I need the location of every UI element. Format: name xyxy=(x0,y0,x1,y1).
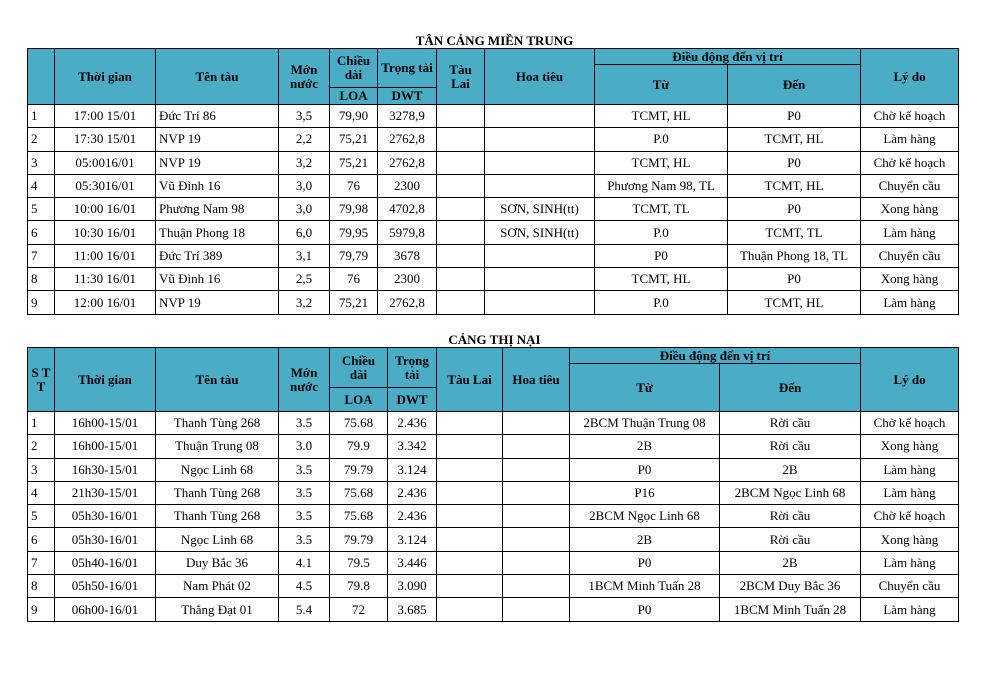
table-row xyxy=(28,268,959,291)
header-dwt: DWT xyxy=(378,88,437,105)
cell-time: 05h30-16/01 xyxy=(55,505,156,528)
header-from: Từ xyxy=(570,364,720,412)
cell-from: 2BCM Ngọc Linh 68 xyxy=(570,505,720,528)
cell-pilot xyxy=(485,268,595,291)
cell-tug xyxy=(437,105,485,128)
cell-draft: 6,0 xyxy=(279,221,330,244)
table-row xyxy=(28,151,959,174)
cell-from: P.0 xyxy=(595,291,728,314)
cell-reason: Chuyển cầu xyxy=(861,575,959,598)
cell-pilot xyxy=(485,244,595,267)
cell-tug xyxy=(437,575,503,598)
cell-to: P0 xyxy=(728,268,861,291)
header-time: Thời gian xyxy=(55,348,156,412)
cell-dwt: 2762,8 xyxy=(378,151,437,174)
header-reason: Lý do xyxy=(861,49,959,105)
cell-reason: Xong hàng xyxy=(861,528,959,551)
cell-to: 2B xyxy=(720,551,861,574)
cell-dwt: 3.124 xyxy=(388,528,437,551)
cell-dwt: 4702,8 xyxy=(378,198,437,221)
cell-draft: 4.1 xyxy=(279,551,330,574)
cell-from: TCMT, HL xyxy=(595,105,728,128)
cell-loa: 79.79 xyxy=(330,458,388,481)
cell-to: P0 xyxy=(728,105,861,128)
header-stt: S T T xyxy=(28,348,55,412)
cell-stt: 7 xyxy=(28,244,55,267)
cell-stt: 8 xyxy=(28,268,55,291)
cell-dwt: 2.436 xyxy=(388,412,437,435)
cell-dwt: 3.090 xyxy=(388,575,437,598)
cell-to: Rời cầu xyxy=(720,505,861,528)
header-pilot: Hoa tiêu xyxy=(485,49,595,105)
cell-dwt: 2762,8 xyxy=(378,291,437,314)
table-row xyxy=(28,551,959,574)
cell-to: 2BCM Duy Bắc 36 xyxy=(720,575,861,598)
cell-draft: 2,2 xyxy=(279,128,330,151)
cell-ship: Đức Trí 389 xyxy=(156,244,279,267)
table-row xyxy=(28,598,959,621)
cell-time: 05h30-16/01 xyxy=(55,528,156,551)
cell-time: 05:3016/01 xyxy=(55,174,156,197)
cell-reason: Làm hàng xyxy=(861,481,959,504)
cell-ship: Đức Trí 86 xyxy=(156,105,279,128)
cell-dwt: 5979,8 xyxy=(378,221,437,244)
cell-time: 06h00-16/01 xyxy=(55,598,156,621)
table-row xyxy=(28,128,959,151)
header-to: Đến xyxy=(720,364,861,412)
cell-to: Rời cầu xyxy=(720,435,861,458)
cell-ship: Phương Nam 98 xyxy=(156,198,279,221)
cell-ship: Thanh Tùng 268 xyxy=(156,505,279,528)
cell-draft: 3,2 xyxy=(279,151,330,174)
cell-loa: 79,98 xyxy=(330,198,378,221)
cell-tug xyxy=(437,291,485,314)
cell-pilot xyxy=(503,598,570,621)
cell-dwt: 2300 xyxy=(378,268,437,291)
cell-ship: Ngọc Linh 68 xyxy=(156,458,279,481)
cell-time: 05:0016/01 xyxy=(55,151,156,174)
header-length: Chiều dài xyxy=(330,348,388,388)
cell-from: P0 xyxy=(570,598,720,621)
table-row xyxy=(28,458,959,481)
cell-stt: 5 xyxy=(28,505,55,528)
cell-loa: 75,21 xyxy=(330,151,378,174)
cell-time: 16h00-15/01 xyxy=(55,435,156,458)
cell-pilot xyxy=(503,458,570,481)
cell-pilot xyxy=(485,128,595,151)
cell-ship: NVP 19 xyxy=(156,128,279,151)
cell-reason: Chuyển cầu xyxy=(861,244,959,267)
cell-from: 2BCM Thuận Trung 08 xyxy=(570,412,720,435)
header-draft: Mớn nước xyxy=(279,348,330,412)
header-ship: Tên tàu xyxy=(156,348,279,412)
cell-stt: 4 xyxy=(28,481,55,504)
cell-pilot xyxy=(503,528,570,551)
cell-draft: 3.0 xyxy=(279,435,330,458)
table-row xyxy=(28,505,959,528)
cell-reason: Làm hàng xyxy=(861,221,959,244)
cell-loa: 79,90 xyxy=(330,105,378,128)
section-title-tan-cang: TÂN CẢNG MIỀN TRUNG xyxy=(415,33,574,48)
cell-loa: 76 xyxy=(330,268,378,291)
cell-loa: 72 xyxy=(330,598,388,621)
cell-tug xyxy=(437,598,503,621)
cell-ship: NVP 19 xyxy=(156,151,279,174)
cell-reason: Chuyển cầu xyxy=(861,174,959,197)
cell-time: 16h30-15/01 xyxy=(55,458,156,481)
cell-from: P0 xyxy=(570,458,720,481)
cell-time: 10:00 16/01 xyxy=(55,198,156,221)
cell-time: 11:00 16/01 xyxy=(55,244,156,267)
cell-time: 17:30 15/01 xyxy=(55,128,156,151)
cell-to: 2B xyxy=(720,458,861,481)
tan-cang-schedule-table xyxy=(27,48,959,315)
cell-ship: Thanh Tùng 268 xyxy=(156,481,279,504)
cell-tug xyxy=(437,174,485,197)
cell-stt: 9 xyxy=(28,291,55,314)
header-move: Điều động đến vị trí xyxy=(570,348,861,364)
cell-stt: 6 xyxy=(28,221,55,244)
cell-pilot xyxy=(503,575,570,598)
cell-stt: 3 xyxy=(28,151,55,174)
cell-from: P0 xyxy=(595,244,728,267)
cell-pilot: SƠN, SINH(tt) xyxy=(485,198,595,221)
cell-stt: 3 xyxy=(28,458,55,481)
cell-ship: NVP 19 xyxy=(156,291,279,314)
cell-stt: 6 xyxy=(28,528,55,551)
cell-loa: 79.79 xyxy=(330,528,388,551)
cell-dwt: 2300 xyxy=(378,174,437,197)
cell-tug xyxy=(437,198,485,221)
cell-loa: 79.5 xyxy=(330,551,388,574)
thi-nai-schedule-table xyxy=(27,347,959,622)
cell-draft: 3.5 xyxy=(279,458,330,481)
cell-draft: 3,0 xyxy=(279,198,330,221)
cell-tug xyxy=(437,435,503,458)
table-row xyxy=(28,244,959,267)
cell-tug xyxy=(437,412,503,435)
cell-dwt: 3.446 xyxy=(388,551,437,574)
table-row xyxy=(28,575,959,598)
cell-ship: Thuận Phong 18 xyxy=(156,221,279,244)
header-tug: Tàu Lai xyxy=(437,348,503,412)
cell-ship: Thanh Tùng 268 xyxy=(156,412,279,435)
cell-to: Thuận Phong 18, TL xyxy=(728,244,861,267)
cell-pilot xyxy=(503,412,570,435)
cell-from: 1BCM Minh Tuấn 28 xyxy=(570,575,720,598)
table-row xyxy=(28,412,959,435)
cell-pilot xyxy=(485,174,595,197)
cell-stt: 4 xyxy=(28,174,55,197)
header-from: Từ xyxy=(595,65,728,105)
cell-stt: 9 xyxy=(28,598,55,621)
cell-from: TCMT, HL xyxy=(595,151,728,174)
cell-ship: Ngọc Linh 68 xyxy=(156,528,279,551)
cell-reason: Làm hàng xyxy=(861,551,959,574)
cell-dwt: 3.342 xyxy=(388,435,437,458)
cell-reason: Làm hàng xyxy=(861,291,959,314)
cell-stt: 2 xyxy=(28,435,55,458)
cell-dwt: 3.124 xyxy=(388,458,437,481)
cell-from: Phương Nam 98, TL xyxy=(595,174,728,197)
cell-dwt: 3.685 xyxy=(388,598,437,621)
cell-loa: 79.9 xyxy=(330,435,388,458)
table-row xyxy=(28,174,959,197)
cell-time: 21h30-15/01 xyxy=(55,481,156,504)
cell-pilot xyxy=(485,151,595,174)
cell-tug xyxy=(437,505,503,528)
table-row xyxy=(28,198,959,221)
header-dwt: DWT xyxy=(388,388,437,412)
cell-to: Rời cầu xyxy=(720,528,861,551)
cell-loa: 79,79 xyxy=(330,244,378,267)
header-weight: Trọng tải xyxy=(378,49,437,88)
cell-dwt: 3278,9 xyxy=(378,105,437,128)
cell-loa: 75,21 xyxy=(330,128,378,151)
cell-reason: Chờ kế hoạch xyxy=(861,105,959,128)
header-weight: Trọng tải xyxy=(388,348,437,388)
header-draft: Mớn nước xyxy=(279,49,330,105)
cell-ship: Vũ Đình 16 xyxy=(156,174,279,197)
cell-from: 2B xyxy=(570,528,720,551)
table-row xyxy=(28,435,959,458)
cell-pilot xyxy=(503,481,570,504)
cell-draft: 4.5 xyxy=(279,575,330,598)
cell-from: P.0 xyxy=(595,221,728,244)
cell-reason: Làm hàng xyxy=(861,598,959,621)
table-row xyxy=(28,291,959,314)
table-row xyxy=(28,221,959,244)
cell-draft: 2,5 xyxy=(279,268,330,291)
header-stt xyxy=(28,49,55,105)
cell-stt: 1 xyxy=(28,105,55,128)
cell-tug xyxy=(437,551,503,574)
cell-reason: Xong hàng xyxy=(861,268,959,291)
cell-draft: 3.5 xyxy=(279,505,330,528)
cell-time: 11:30 16/01 xyxy=(55,268,156,291)
cell-from: P16 xyxy=(570,481,720,504)
cell-dwt: 2.436 xyxy=(388,481,437,504)
cell-to: 1BCM Minh Tuấn 28 xyxy=(720,598,861,621)
cell-tug xyxy=(437,268,485,291)
cell-stt: 2 xyxy=(28,128,55,151)
header-ship: Tên tàu xyxy=(156,49,279,105)
header-move: Điều động đến vị trí xyxy=(595,49,861,65)
cell-from: TCMT, HL xyxy=(595,268,728,291)
cell-from: TCMT, TL xyxy=(595,198,728,221)
cell-pilot xyxy=(485,291,595,314)
cell-ship: Duy Bắc 36 xyxy=(156,551,279,574)
cell-tug xyxy=(437,481,503,504)
header-to: Đến xyxy=(728,65,861,105)
cell-draft: 5.4 xyxy=(279,598,330,621)
cell-tug xyxy=(437,221,485,244)
table-row xyxy=(28,481,959,504)
cell-dwt: 2.436 xyxy=(388,505,437,528)
cell-reason: Xong hàng xyxy=(861,435,959,458)
cell-loa: 76 xyxy=(330,174,378,197)
cell-dwt: 3678 xyxy=(378,244,437,267)
cell-stt: 5 xyxy=(28,198,55,221)
section-title-thi-nai: CẢNG THỊ NẠI xyxy=(448,332,541,347)
cell-loa: 75.68 xyxy=(330,481,388,504)
cell-dwt: 2762,8 xyxy=(378,128,437,151)
cell-to: TCMT, HL xyxy=(728,174,861,197)
cell-stt: 8 xyxy=(28,575,55,598)
header-time: Thời gian xyxy=(55,49,156,105)
cell-pilot xyxy=(485,105,595,128)
header-tug: Tàu Lai xyxy=(437,49,485,105)
cell-time: 16h00-15/01 xyxy=(55,412,156,435)
cell-draft: 3,5 xyxy=(279,105,330,128)
cell-to: TCMT, TL xyxy=(728,221,861,244)
header-length: Chiều dài xyxy=(330,49,378,88)
cell-time: 10:30 16/01 xyxy=(55,221,156,244)
cell-ship: Vũ Đình 16 xyxy=(156,268,279,291)
cell-from: P0 xyxy=(570,551,720,574)
cell-to: TCMT, HL xyxy=(728,291,861,314)
cell-stt: 1 xyxy=(28,412,55,435)
cell-tug xyxy=(437,244,485,267)
cell-reason: Xong hàng xyxy=(861,198,959,221)
cell-to: Rời cầu xyxy=(720,412,861,435)
cell-reason: Làm hàng xyxy=(861,458,959,481)
cell-reason: Chờ kế hoạch xyxy=(861,412,959,435)
cell-to: P0 xyxy=(728,151,861,174)
cell-tug xyxy=(437,458,503,481)
cell-time: 05h50-16/01 xyxy=(55,575,156,598)
cell-time: 05h40-16/01 xyxy=(55,551,156,574)
cell-ship: Thắng Đạt 01 xyxy=(156,598,279,621)
cell-draft: 3.5 xyxy=(279,528,330,551)
cell-to: TCMT, HL xyxy=(728,128,861,151)
cell-time: 12:00 16/01 xyxy=(55,291,156,314)
cell-from: 2B xyxy=(570,435,720,458)
cell-draft: 3.5 xyxy=(279,412,330,435)
header-pilot: Hoa tiêu xyxy=(503,348,570,412)
cell-reason: Chờ kế hoạch xyxy=(861,505,959,528)
header-reason: Lý do xyxy=(861,348,959,412)
cell-tug xyxy=(437,528,503,551)
cell-loa: 75.68 xyxy=(330,412,388,435)
cell-to: P0 xyxy=(728,198,861,221)
cell-pilot xyxy=(503,505,570,528)
cell-ship: Nam Phát 02 xyxy=(156,575,279,598)
cell-loa: 75.68 xyxy=(330,505,388,528)
cell-tug xyxy=(437,128,485,151)
cell-pilot xyxy=(503,551,570,574)
cell-draft: 3.5 xyxy=(279,481,330,504)
cell-reason: Làm hàng xyxy=(861,128,959,151)
cell-stt: 7 xyxy=(28,551,55,574)
table-row xyxy=(28,528,959,551)
cell-draft: 3,1 xyxy=(279,244,330,267)
header-loa: LOA xyxy=(330,88,378,105)
cell-from: P.0 xyxy=(595,128,728,151)
cell-reason: Chờ kế hoạch xyxy=(861,151,959,174)
cell-tug xyxy=(437,151,485,174)
cell-loa: 79,95 xyxy=(330,221,378,244)
cell-draft: 3,2 xyxy=(279,291,330,314)
cell-ship: Thuận Trung 08 xyxy=(156,435,279,458)
cell-loa: 79.8 xyxy=(330,575,388,598)
cell-draft: 3,0 xyxy=(279,174,330,197)
cell-time: 17:00 15/01 xyxy=(55,105,156,128)
table-row xyxy=(28,105,959,128)
cell-to: 2BCM Ngọc Linh 68 xyxy=(720,481,861,504)
cell-pilot xyxy=(503,435,570,458)
header-loa: LOA xyxy=(330,388,388,412)
cell-loa: 75,21 xyxy=(330,291,378,314)
cell-pilot: SƠN, SINH(tt) xyxy=(485,221,595,244)
